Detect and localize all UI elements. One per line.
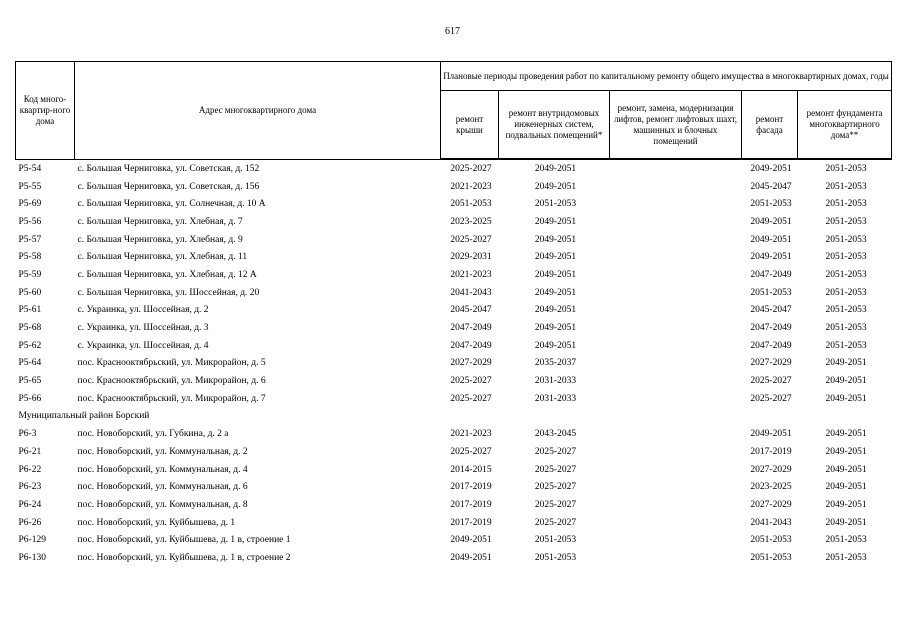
cell-code: Р6-24 — [18, 499, 42, 510]
cell-elevators — [610, 248, 742, 266]
table-row — [16, 266, 892, 284]
cell-facade: 2049-2051 — [750, 234, 792, 245]
cell-systems: 2025-2027 — [534, 464, 577, 475]
cell-code: Р5-54 — [18, 163, 42, 174]
table-row — [16, 302, 892, 320]
cell-foundation: 2051-2053 — [825, 199, 867, 210]
cell-roof: 2017-2019 — [450, 517, 492, 528]
cell-foundation: 2051-2053 — [825, 340, 867, 351]
cell-facade: 2047-2049 — [750, 323, 792, 334]
cell-roof: 2021-2023 — [450, 269, 492, 280]
table-row — [16, 390, 892, 408]
cell-code: Р5-58 — [18, 252, 42, 263]
table-row — [16, 496, 892, 514]
cell-elevators — [610, 390, 742, 408]
cell-address: пос. Новоборский, ул. Коммунальная, д. 6 — [77, 482, 248, 493]
table-row — [16, 549, 892, 567]
cell-code: Р6-21 — [18, 446, 42, 457]
cell-roof: 2051-2053 — [450, 199, 492, 210]
cell-code: Р5-56 — [18, 216, 42, 227]
cell-facade: 2049-2051 — [750, 216, 792, 227]
cell-roof: 2017-2019 — [450, 499, 492, 510]
cell-address: пос. Краснооктябрьский, ул. Микрорайон, д. 7 — [77, 393, 266, 404]
cell-facade: 2047-2049 — [750, 269, 792, 280]
cell-systems: 2049-2051 — [534, 269, 577, 280]
table-row — [16, 355, 892, 373]
cell-facade: 2027-2029 — [750, 464, 792, 475]
cell-roof: 2021-2023 — [450, 429, 492, 440]
header-systems: ремонт внутридомовых инженерных систем, подвальных помещений* — [499, 91, 610, 160]
cell-foundation: 2051-2053 — [825, 287, 867, 298]
cell-foundation: 2051-2053 — [825, 535, 867, 546]
cell-elevators — [610, 284, 742, 302]
cell-address: пос. Новоборский, ул. Куйбышева, д. 1 в, строение 2 — [77, 552, 291, 563]
cell-systems: 2049-2051 — [534, 287, 577, 298]
cell-address: пос. Новоборский, ул. Куйбышева, д. 1 в, строение 1 — [77, 535, 291, 546]
page-number: 617 — [445, 26, 460, 37]
cell-address: пос. Новоборский, ул. Куйбышева, д. 1 — [77, 517, 236, 528]
cell-roof: 2047-2049 — [450, 323, 492, 334]
table-row — [16, 531, 892, 549]
table-row — [16, 231, 892, 249]
cell-elevators — [610, 319, 742, 337]
cell-roof: 2025-2027 — [450, 163, 492, 174]
cell-roof: 2025-2027 — [450, 446, 492, 457]
cell-roof: 2027-2029 — [450, 358, 492, 369]
cell-address: с. Большая Черниговка, ул. Советская, д. 156 — [77, 181, 260, 192]
cell-foundation: 2051-2053 — [825, 269, 867, 280]
cell-roof: 2014-2015 — [450, 464, 492, 475]
cell-systems: 2049-2051 — [534, 216, 577, 227]
cell-code: Р5-66 — [18, 393, 42, 404]
cell-systems: 2031-2033 — [534, 376, 577, 387]
cell-facade: 2045-2047 — [750, 181, 792, 192]
cell-foundation: 2049-2051 — [825, 499, 867, 510]
cell-address: с. Большая Черниговка, ул. Хлебная, д. 12 А — [77, 269, 257, 280]
cell-facade: 2051-2053 — [750, 287, 792, 298]
cell-systems: 2049-2051 — [534, 181, 577, 192]
cell-foundation: 2051-2053 — [825, 552, 867, 563]
cell-systems: 2049-2051 — [534, 340, 577, 351]
cell-elevators — [610, 514, 742, 532]
cell-roof: 2045-2047 — [450, 305, 492, 316]
header-roof: ремонт крыши — [441, 91, 499, 160]
cell-address: с. Украинка, ул. Шоссейная, д. 3 — [77, 323, 209, 334]
cell-roof: 2025-2027 — [450, 393, 492, 404]
cell-address: с. Большая Черниговка, ул. Солнечная, д. 10 А — [77, 199, 266, 210]
cell-systems: 2035-2037 — [534, 358, 577, 369]
cell-roof: 2021-2023 — [450, 181, 492, 192]
table-row — [16, 159, 892, 178]
cell-facade: 2049-2051 — [750, 252, 792, 263]
cell-facade: 2017-2019 — [750, 446, 792, 457]
table-row — [16, 478, 892, 496]
table-row — [16, 248, 892, 266]
cell-foundation: 2051-2053 — [825, 323, 867, 334]
header-address: Адрес многоквартирного дома — [75, 62, 441, 160]
cell-address: пос. Новоборский, ул. Коммунальная, д. 8 — [77, 499, 248, 510]
cell-facade: 2049-2051 — [750, 163, 792, 174]
table-row — [16, 425, 892, 443]
cell-roof: 2025-2027 — [450, 234, 492, 245]
cell-code: Р5-64 — [18, 358, 42, 369]
cell-foundation: 2051-2053 — [825, 181, 867, 192]
table-row — [16, 195, 892, 213]
table-row — [16, 372, 892, 390]
cell-elevators — [610, 531, 742, 549]
cell-elevators — [610, 337, 742, 355]
cell-code: Р5-59 — [18, 269, 42, 280]
cell-address: с. Большая Черниговка, ул. Шоссейная, д. 20 — [77, 287, 260, 298]
cell-systems: 2049-2051 — [534, 323, 577, 334]
section-title: Муниципальный район Борский — [18, 411, 150, 422]
cell-systems: 2051-2053 — [534, 535, 577, 546]
cell-address: с. Украинка, ул. Шоссейная, д. 4 — [77, 340, 209, 351]
cell-code: Р5-68 — [18, 323, 42, 334]
cell-address: с. Большая Черниговка, ул. Хлебная, д. 7 — [77, 216, 243, 227]
cell-systems: 2049-2051 — [534, 234, 577, 245]
cell-facade: 2041-2043 — [750, 517, 792, 528]
header-code: Код много-квартир-ного дома — [16, 62, 75, 160]
cell-code: Р5-62 — [18, 340, 42, 351]
cell-address: пос. Новоборский, ул. Коммунальная, д. 2 — [77, 446, 248, 457]
cell-foundation: 2049-2051 — [825, 482, 867, 493]
cell-systems: 2049-2051 — [534, 163, 577, 174]
cell-address: пос. Краснооктябрьский, ул. Микрорайон, д. 6 — [77, 376, 266, 387]
cell-foundation: 2051-2053 — [825, 234, 867, 245]
cell-roof: 2049-2051 — [450, 552, 492, 563]
cell-roof: 2041-2043 — [450, 287, 492, 298]
cell-roof: 2049-2051 — [450, 535, 492, 546]
cell-code: Р6-3 — [18, 429, 37, 440]
cell-foundation: 2049-2051 — [825, 358, 867, 369]
cell-facade: 2025-2027 — [750, 393, 792, 404]
cell-elevators — [610, 496, 742, 514]
cell-elevators — [610, 178, 742, 196]
cell-systems: 2025-2027 — [534, 499, 577, 510]
cell-facade: 2049-2051 — [750, 429, 792, 440]
cell-code: Р6-129 — [18, 535, 46, 546]
table-row — [16, 337, 892, 355]
cell-address: пос. Новоборский, ул. Губкина, д. 2 а — [77, 429, 229, 440]
cell-facade: 2051-2053 — [750, 552, 792, 563]
cell-elevators — [610, 461, 742, 479]
cell-roof: 2047-2049 — [450, 340, 492, 351]
cell-systems: 2049-2051 — [534, 252, 577, 263]
cell-facade: 2051-2053 — [750, 199, 792, 210]
cell-address: с. Большая Черниговка, ул. Советская, д. 152 — [77, 163, 260, 174]
cell-systems: 2051-2053 — [534, 552, 577, 563]
cell-address: с. Большая Черниговка, ул. Хлебная, д. 9 — [77, 234, 243, 245]
cell-elevators — [610, 372, 742, 390]
cell-elevators — [610, 478, 742, 496]
cell-elevators — [610, 443, 742, 461]
cell-systems: 2043-2045 — [534, 429, 577, 440]
cell-elevators — [610, 159, 742, 178]
cell-systems: 2025-2027 — [534, 517, 577, 528]
cell-facade: 2025-2027 — [750, 376, 792, 387]
cell-facade: 2051-2053 — [750, 535, 792, 546]
cell-systems: 2025-2027 — [534, 446, 577, 457]
table-row — [16, 319, 892, 337]
table-header — [16, 62, 892, 160]
cell-elevators — [610, 425, 742, 443]
cell-code: Р6-130 — [18, 552, 46, 563]
cell-elevators — [610, 355, 742, 373]
cell-code: Р5-69 — [18, 199, 42, 210]
cell-systems: 2025-2027 — [534, 482, 577, 493]
table-row — [16, 443, 892, 461]
cell-foundation: 2049-2051 — [825, 429, 867, 440]
cell-code: Р6-22 — [18, 464, 42, 475]
header-elevators: ремонт, замена, модернизация лифтов, ремонт лифтовых шахт, машинных и блочных помещений — [610, 91, 742, 160]
cell-systems: 2031-2033 — [534, 393, 577, 404]
cell-address: с. Большая Черниговка, ул. Хлебная, д. 11 — [77, 252, 248, 263]
table-row — [16, 178, 892, 196]
cell-facade: 2027-2029 — [750, 358, 792, 369]
cell-elevators — [610, 302, 742, 320]
table-row — [16, 461, 892, 479]
cell-elevators — [610, 266, 742, 284]
cell-systems: 2049-2051 — [534, 305, 577, 316]
cell-foundation: 2051-2053 — [825, 163, 867, 174]
cell-code: Р5-65 — [18, 376, 42, 387]
cell-foundation: 2051-2053 — [825, 216, 867, 227]
cell-code: Р5-57 — [18, 234, 42, 245]
cell-roof: 2025-2027 — [450, 376, 492, 387]
capital-repair-schedule-table — [15, 61, 892, 567]
cell-address: пос. Краснооктябрьский, ул. Микрорайон, д. 5 — [77, 358, 266, 369]
cell-elevators — [610, 195, 742, 213]
cell-foundation: 2049-2051 — [825, 464, 867, 475]
table-row — [16, 514, 892, 532]
cell-code: Р5-55 — [18, 181, 42, 192]
cell-address: пос. Новоборский, ул. Коммунальная, д. 4 — [77, 464, 248, 475]
cell-foundation: 2049-2051 — [825, 446, 867, 457]
cell-code: Р5-60 — [18, 287, 42, 298]
cell-facade: 2047-2049 — [750, 340, 792, 351]
cell-facade: 2027-2029 — [750, 499, 792, 510]
section-row — [16, 408, 892, 426]
cell-roof: 2023-2025 — [450, 216, 492, 227]
table-row — [16, 213, 892, 231]
cell-foundation: 2049-2051 — [825, 376, 867, 387]
table-body — [16, 159, 892, 567]
cell-code: Р5-61 — [18, 305, 42, 316]
cell-foundation: 2051-2053 — [825, 305, 867, 316]
cell-roof: 2029-2031 — [450, 252, 492, 263]
header-planned-periods: Плановые периоды проведения работ по капитальному ремонту общего имущества в многоквартирных домах, годы — [441, 62, 892, 91]
header-foundation: ремонт фундамента многоквартирного дома** — [798, 91, 892, 160]
cell-elevators — [610, 213, 742, 231]
header-facade: ремонт фасада — [742, 91, 798, 160]
cell-elevators — [610, 231, 742, 249]
cell-foundation: 2049-2051 — [825, 393, 867, 404]
cell-address: с. Украинка, ул. Шоссейная, д. 2 — [77, 305, 209, 316]
cell-foundation: 2051-2053 — [825, 252, 867, 263]
cell-roof: 2017-2019 — [450, 482, 492, 493]
cell-facade: 2045-2047 — [750, 305, 792, 316]
cell-systems: 2051-2053 — [534, 199, 577, 210]
cell-facade: 2023-2025 — [750, 482, 792, 493]
cell-foundation: 2049-2051 — [825, 517, 867, 528]
table-row — [16, 284, 892, 302]
cell-code: Р6-23 — [18, 482, 42, 493]
cell-code: Р6-26 — [18, 517, 42, 528]
cell-elevators — [610, 549, 742, 567]
